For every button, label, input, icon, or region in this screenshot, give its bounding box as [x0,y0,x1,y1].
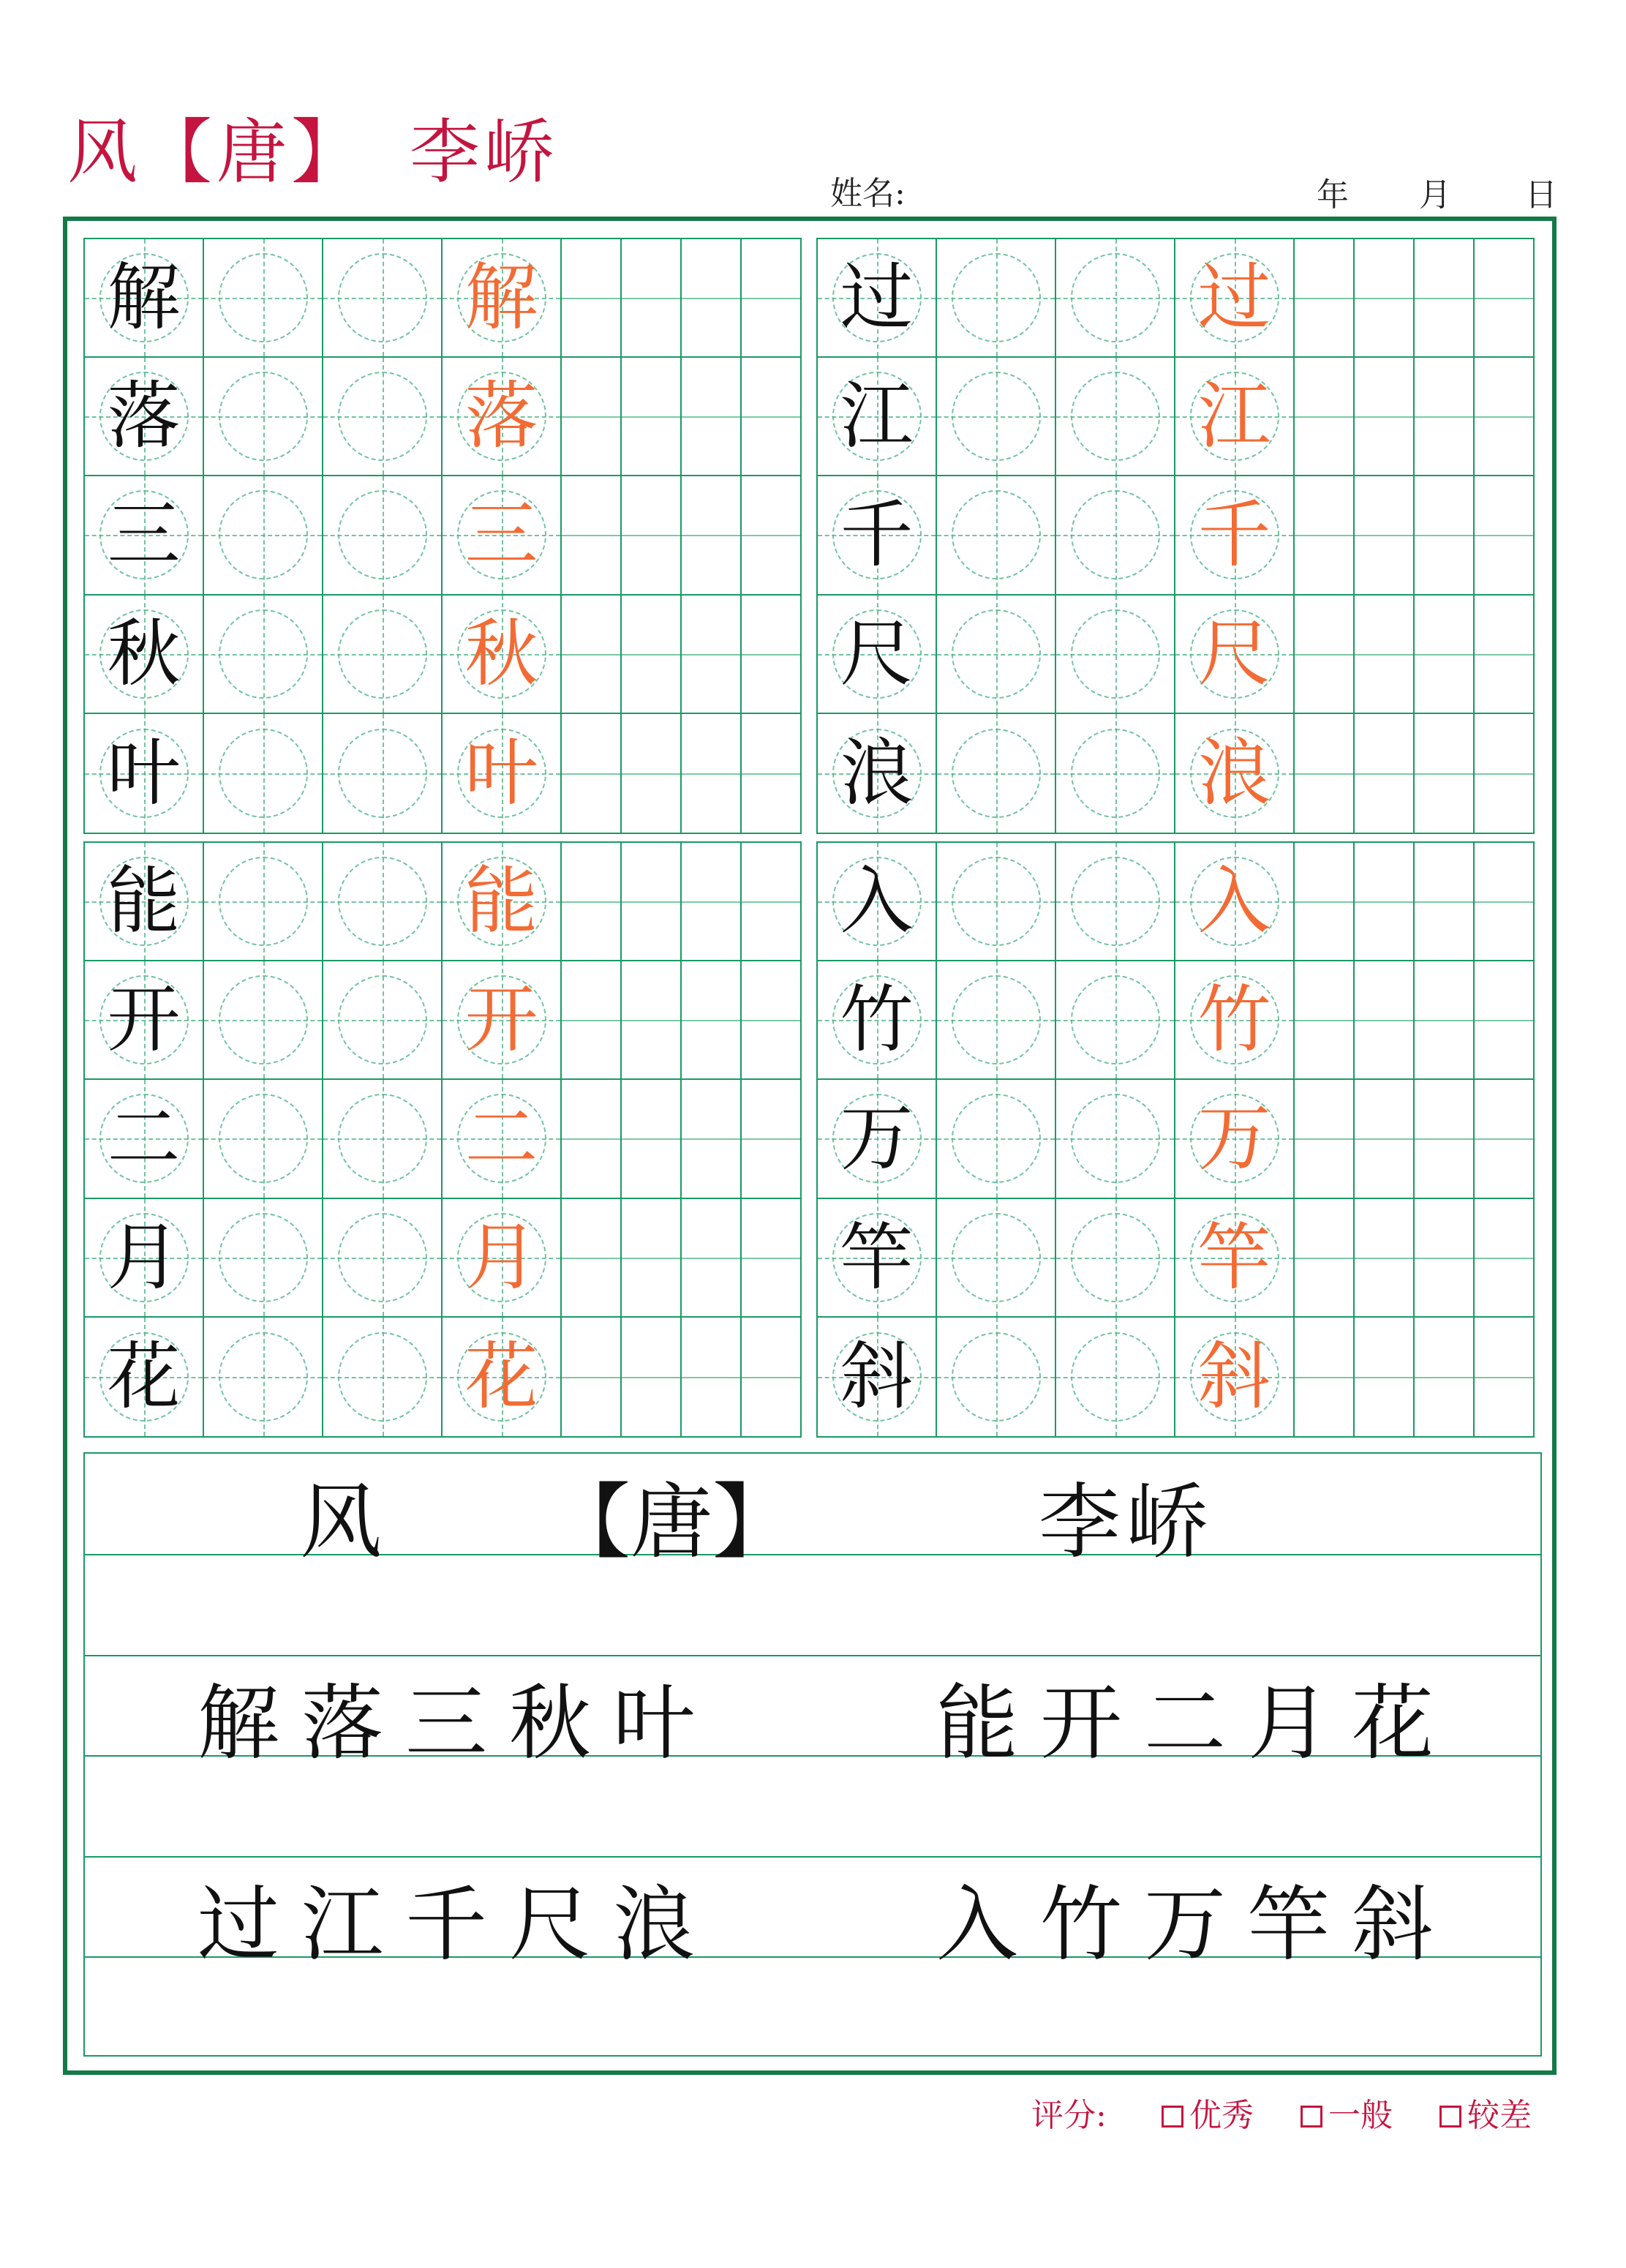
practice-cell [937,843,1056,961]
trace-char-cell [443,1199,562,1318]
trace-char-cell [443,714,562,833]
writing-line [85,1856,1540,1858]
free-practice-cell [742,714,800,833]
free-practice-cell [1475,358,1533,476]
free-practice-cell [742,1318,800,1436]
practice-cell [204,843,323,961]
free-practice-cell [622,596,682,714]
practice-cell [937,596,1056,714]
model-char-cell [85,358,204,476]
model-char-cell [85,596,204,714]
free-practice-cell [1475,1199,1533,1318]
free-practice-cell [562,239,622,358]
practice-cell [323,961,443,1080]
free-practice-cell [1295,1318,1355,1436]
free-practice-cell [682,239,742,358]
free-practice-cell [682,714,742,833]
free-practice-cell [742,1080,800,1198]
practice-cell [1056,358,1175,476]
trace-character: 千 [1197,492,1271,578]
free-practice-cell [562,843,622,961]
free-practice-cell [1355,358,1415,476]
practice-cell [323,239,443,358]
trace-character: 尺 [1197,610,1271,696]
practice-cell [204,961,323,1080]
free-practice-cell [1415,239,1475,358]
practice-cell [204,1199,323,1318]
free-practice-cell [1475,714,1533,833]
free-practice-cell [682,1199,742,1318]
practice-cell [204,596,323,714]
practice-cell [323,1199,443,1318]
model-character: 斜 [840,1333,914,1419]
model-character: 千 [840,492,914,578]
practice-cell [937,476,1056,595]
practice-block-1 [83,238,802,834]
trace-char-cell [443,843,562,961]
model-char-cell [85,714,204,833]
trace-character: 二 [464,1095,538,1182]
model-char-cell [818,596,937,714]
practice-cell [204,358,323,476]
free-practice-cell [742,843,800,961]
practice-cell [204,714,323,833]
trace-character: 花 [464,1333,538,1419]
practice-cell [323,358,443,476]
poem-line-1a: 解落三秋叶 [197,1676,717,1771]
model-character: 叶 [107,729,181,816]
model-character: 入 [840,858,914,945]
model-character: 解 [107,255,181,341]
free-practice-cell [1475,476,1533,595]
free-practice-cell [742,961,800,1080]
practice-cell [1056,1318,1175,1436]
free-practice-cell [1295,714,1355,833]
practice-block-4 [816,841,1535,1438]
practice-cell [937,358,1056,476]
trace-char-cell [443,239,562,358]
practice-cell [937,1318,1056,1436]
trace-character: 三 [464,492,538,578]
trace-char-cell [1175,596,1295,714]
free-practice-cell [1475,1080,1533,1198]
practice-block-2 [816,238,1535,834]
poem-dynasty: 【唐】 [549,1475,794,1570]
free-practice-cell [1415,1318,1475,1436]
poem-title: 风 [300,1475,382,1570]
practice-cell [937,1199,1056,1318]
trace-character: 解 [464,255,538,341]
trace-character: 叶 [464,729,538,816]
practice-cell [937,239,1056,358]
model-char-cell [85,1318,204,1436]
trace-char-cell [1175,961,1295,1080]
trace-char-cell [443,1318,562,1436]
free-practice-cell [1355,714,1415,833]
model-character: 开 [107,977,181,1063]
year-label: 年 [1317,176,1349,214]
model-char-cell [85,239,204,358]
model-char-cell [85,1080,204,1198]
trace-char-cell [443,1080,562,1198]
trace-char-cell [443,358,562,476]
trace-char-cell [443,961,562,1080]
practice-cell [323,1080,443,1198]
model-char-cell [818,843,937,961]
free-practice-cell [562,596,622,714]
free-practice-cell [742,1199,800,1318]
practice-cell [323,476,443,595]
free-practice-cell [1295,596,1355,714]
free-practice-cell [1475,843,1533,961]
free-practice-cell [1355,961,1415,1080]
free-practice-cell [682,358,742,476]
model-character: 竹 [840,977,914,1063]
model-character: 浪 [840,729,914,816]
trace-character: 江 [1197,373,1271,459]
model-character: 月 [107,1214,181,1300]
trace-char-cell [1175,714,1295,833]
practice-cell [1056,1199,1175,1318]
model-char-cell [818,1318,937,1436]
trace-character: 月 [464,1214,538,1300]
trace-character: 竿 [1197,1214,1271,1300]
free-practice-cell [1415,1199,1475,1318]
name-label: 姓名: [830,175,906,212]
model-char-cell [818,1199,937,1318]
free-practice-cell [562,358,622,476]
day-label: 日 [1525,176,1557,214]
trace-char-cell [1175,1080,1295,1198]
free-practice-cell [742,476,800,595]
free-practice-cell [1415,961,1475,1080]
model-character: 花 [107,1333,181,1419]
practice-cell [204,1080,323,1198]
model-character: 能 [107,858,181,945]
trace-char-cell [1175,843,1295,961]
free-practice-cell [1295,239,1355,358]
poem-line-1b: 能开二月花 [936,1676,1456,1771]
practice-cell [1056,1080,1175,1198]
checkbox-icon[interactable] [1162,2106,1183,2128]
model-character: 过 [840,255,914,341]
free-practice-cell [682,476,742,595]
free-practice-cell [562,714,622,833]
practice-cell [323,1318,443,1436]
score-option-average[interactable]: 一般 [1301,2100,1393,2132]
trace-char-cell [443,596,562,714]
free-practice-cell [682,843,742,961]
free-practice-cell [1295,961,1355,1080]
practice-cell [323,843,443,961]
free-practice-cell [1415,358,1475,476]
model-character: 尺 [840,610,914,696]
model-char-cell [85,961,204,1080]
title-author: 李峤 [410,111,559,193]
practice-block-3 [83,841,802,1438]
practice-cell [1056,843,1175,961]
model-char-cell [818,714,937,833]
model-character: 秋 [107,610,181,696]
free-practice-cell [1295,843,1355,961]
model-character: 三 [107,492,181,578]
trace-character: 斜 [1197,1333,1271,1419]
free-practice-cell [742,239,800,358]
trace-character: 落 [464,373,538,459]
checkbox-icon[interactable] [1439,2106,1461,2128]
practice-cell [937,714,1056,833]
free-practice-cell [682,961,742,1080]
free-practice-cell [562,476,622,595]
trace-char-cell [1175,239,1295,358]
free-practice-cell [1415,843,1475,961]
trace-character: 能 [464,858,538,945]
free-practice-cell [622,843,682,961]
score-option-poor[interactable]: 较差 [1439,2100,1532,2132]
practice-cell [1056,596,1175,714]
poem-line-2b: 入竹万竿斜 [936,1877,1456,1972]
trace-char-cell [443,476,562,595]
free-practice-cell [1295,476,1355,595]
free-practice-cell [682,596,742,714]
poem-line-2a: 过江千尺浪 [197,1877,717,1972]
free-practice-cell [1355,1318,1415,1436]
practice-cell [937,961,1056,1080]
title-dynasty: 【唐】 [142,111,366,193]
free-practice-cell [1475,1318,1533,1436]
model-char-cell [818,358,937,476]
model-char-cell [818,1080,937,1198]
model-character: 竿 [840,1214,914,1300]
free-practice-cell [742,596,800,714]
free-practice-cell [562,961,622,1080]
trace-char-cell [1175,476,1295,595]
checkbox-icon[interactable] [1301,2106,1322,2128]
practice-cell [323,596,443,714]
score-option-excellent[interactable]: 优秀 [1162,2100,1254,2132]
free-practice-cell [1475,961,1533,1080]
trace-character: 浪 [1197,729,1271,816]
trace-char-cell [1175,1199,1295,1318]
trace-char-cell [1175,1318,1295,1436]
free-practice-cell [742,358,800,476]
free-practice-cell [1415,476,1475,595]
model-char-cell [85,476,204,595]
model-char-cell [818,961,937,1080]
model-char-cell [818,476,937,595]
model-character: 落 [107,373,181,459]
practice-cell [937,1080,1056,1198]
free-practice-cell [1355,843,1415,961]
practice-cell [1056,714,1175,833]
practice-cell [204,239,323,358]
practice-cell [323,714,443,833]
free-practice-cell [1415,596,1475,714]
trace-character: 入 [1197,858,1271,945]
score-label: 评分: [1031,2097,1107,2134]
trace-character: 过 [1197,255,1271,341]
month-label: 月 [1419,176,1451,214]
trace-character: 竹 [1197,977,1271,1063]
practice-cell [1056,239,1175,358]
free-practice-cell [1355,476,1415,595]
free-practice-cell [622,1318,682,1436]
free-practice-cell [1475,239,1533,358]
poem-author: 李峤 [1039,1475,1214,1570]
free-practice-cell [622,358,682,476]
model-character: 二 [107,1095,181,1182]
free-practice-cell [622,476,682,595]
practice-cell [1056,476,1175,595]
free-practice-cell [1355,596,1415,714]
trace-character: 开 [464,977,538,1063]
writing-line [85,1655,1540,1656]
free-practice-cell [682,1318,742,1436]
practice-cell [1056,961,1175,1080]
free-practice-cell [1475,596,1533,714]
free-practice-cell [1295,1080,1355,1198]
title-poem: 风 [67,111,142,193]
free-practice-cell [622,714,682,833]
free-practice-cell [1355,239,1415,358]
worksheet-title [67,111,559,193]
trace-character: 秋 [464,610,538,696]
free-practice-cell [622,1080,682,1198]
free-practice-cell [622,239,682,358]
model-char-cell [85,843,204,961]
free-practice-cell [622,1199,682,1318]
model-character: 万 [840,1095,914,1182]
model-character: 江 [840,373,914,459]
trace-char-cell [1175,358,1295,476]
free-practice-cell [1295,1199,1355,1318]
free-practice-cell [1355,1080,1415,1198]
practice-cell [204,1318,323,1436]
practice-cell [204,476,323,595]
model-char-cell [818,239,937,358]
free-practice-cell [1415,1080,1475,1198]
trace-character: 万 [1197,1095,1271,1182]
free-practice-cell [1415,714,1475,833]
free-practice-cell [562,1318,622,1436]
free-practice-cell [622,961,682,1080]
free-practice-cell [562,1199,622,1318]
free-practice-cell [682,1080,742,1198]
free-practice-cell [1295,358,1355,476]
model-char-cell [85,1199,204,1318]
free-practice-cell [562,1080,622,1198]
free-practice-cell [1355,1199,1415,1318]
